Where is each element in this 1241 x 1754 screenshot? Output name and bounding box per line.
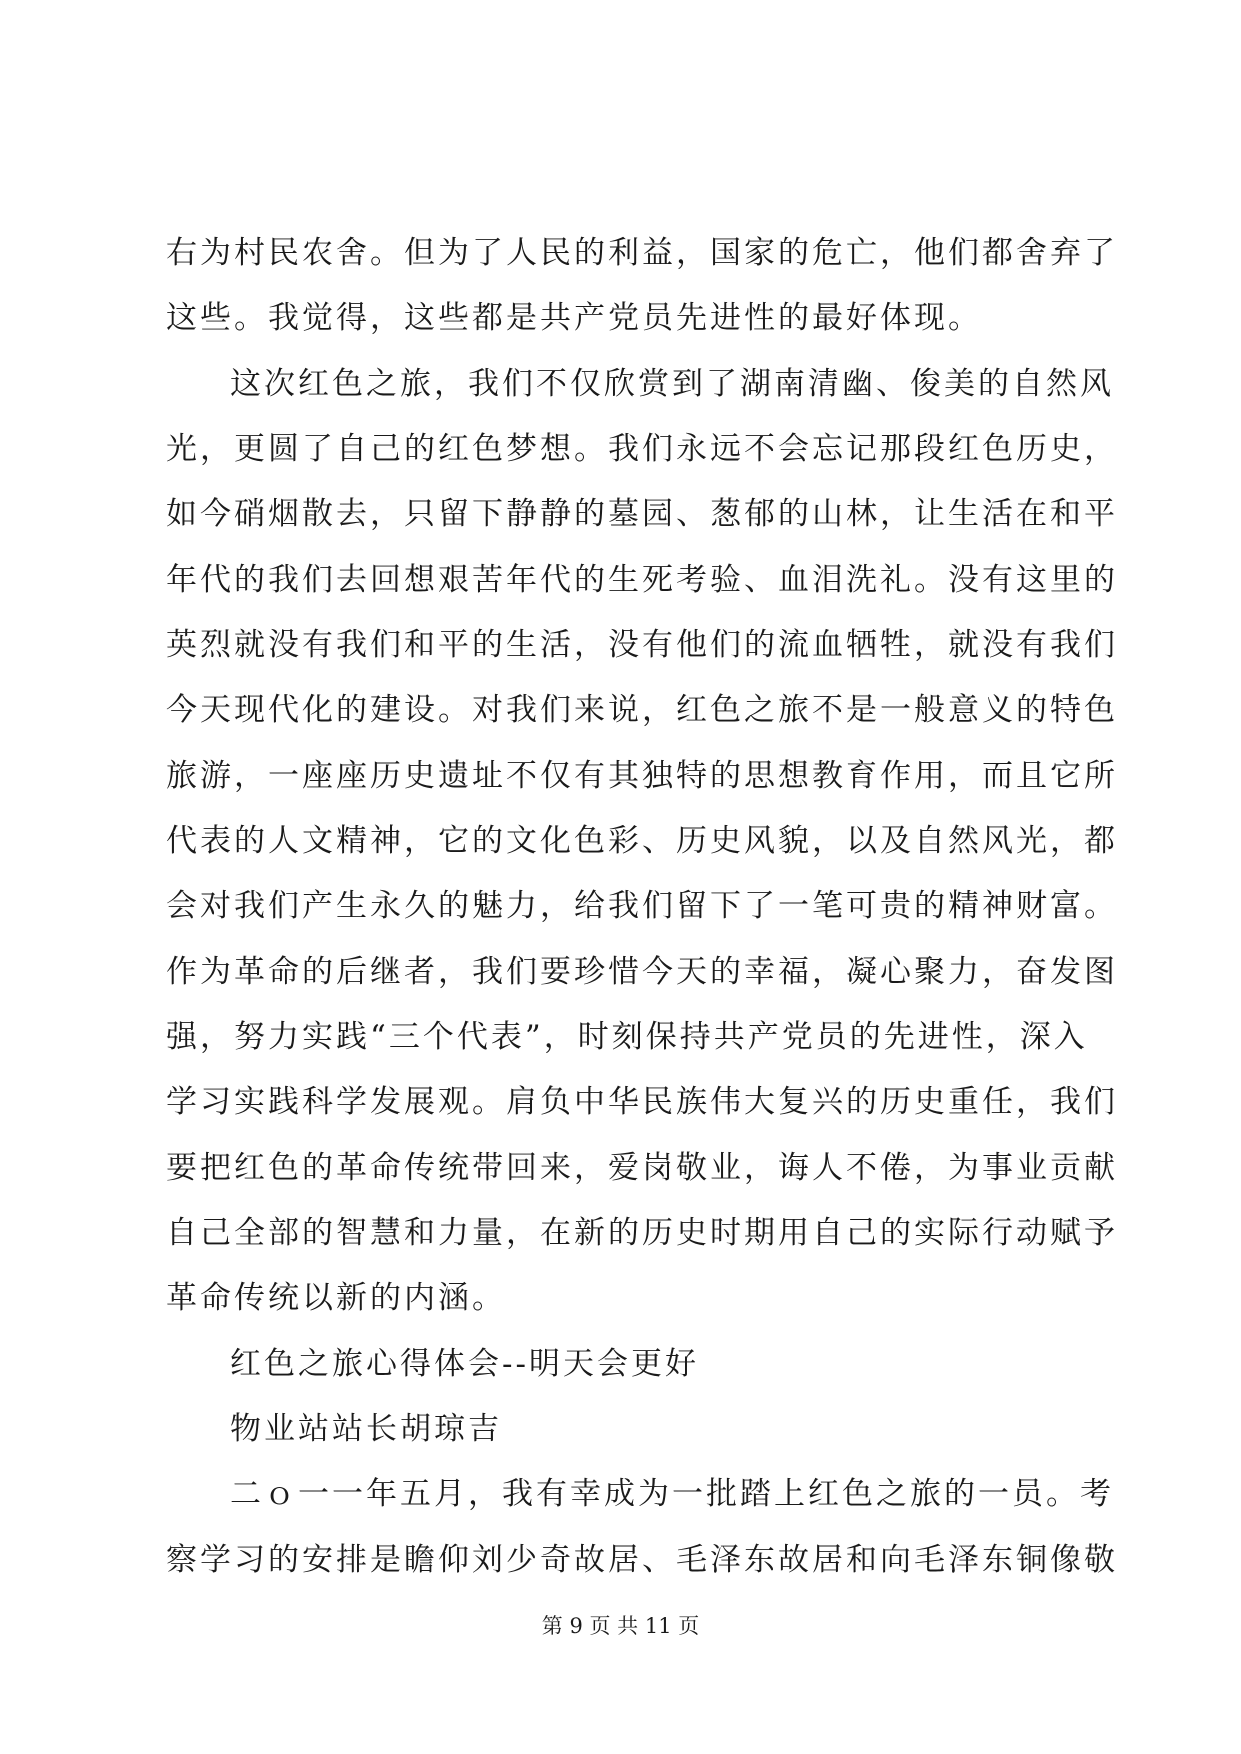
body-line: 英烈就没有我们和平的生活，没有他们的流血牺牲，就没有我们 xyxy=(166,627,1118,663)
body-line: 革命传统以新的内涵。 xyxy=(166,1280,506,1316)
body-line: 作为革命的后继者，我们要珍惜今天的幸福，凝心聚力，奋发图 xyxy=(166,954,1118,990)
body-line: 会对我们产生永久的魅力，给我们留下了一笔可贵的精神财富。 xyxy=(166,888,1118,924)
author-line: 物业站站长胡琼吉 xyxy=(230,1411,502,1447)
body-line: 要把红色的革命传统带回来，爱岗敬业，诲人不倦，为事业贡献 xyxy=(166,1150,1118,1186)
body-line: 光，更圆了自己的红色梦想。我们永远不会忘记那段红色历史， xyxy=(166,431,1118,467)
body-line: 察学习的安排是瞻仰刘少奇故居、毛泽东故居和向毛泽东铜像敬 xyxy=(166,1542,1118,1578)
section-title: 红色之旅心得体会--明天会更好 xyxy=(230,1346,699,1382)
body-line: 今天现代化的建设。对我们来说，红色之旅不是一般意义的特色 xyxy=(166,692,1118,728)
body-line: 如今硝烟散去，只留下静静的墓园、葱郁的山林，让生活在和平 xyxy=(166,496,1118,532)
body-line: 代表的人文精神，它的文化色彩、历史风貌，以及自然风光，都 xyxy=(166,823,1118,859)
page-number: 第 9 页 共 11 页 xyxy=(541,1614,700,1638)
body-line: 旅游，一座座历史遗址不仅有其独特的思想教育作用，而且它所 xyxy=(166,758,1118,794)
body-line: 二ｏ一一年五月，我有幸成为一批踏上红色之旅的一员。考 xyxy=(230,1476,1114,1512)
body-line: 自己全部的智慧和力量，在新的历史时期用自己的实际行动赋予 xyxy=(166,1215,1118,1251)
body-line: 学习实践科学发展观。肩负中华民族伟大复兴的历史重任，我们 xyxy=(166,1084,1118,1120)
body-line: 右为村民农舍。但为了人民的利益，国家的危亡，他们都舍弃了 xyxy=(166,235,1118,271)
body-line: 这些。我觉得，这些都是共产党员先进性的最好体现。 xyxy=(166,300,982,336)
body-line: 这次红色之旅，我们不仅欣赏到了湖南清幽、俊美的自然风 xyxy=(230,366,1114,402)
body-line: 强，努力实践“三个代表”，时刻保持共产党员的先进性，深入 xyxy=(166,1019,1088,1055)
body-line: 年代的我们去回想艰苦年代的生死考验、血泪洗礼。没有这里的 xyxy=(166,562,1118,598)
